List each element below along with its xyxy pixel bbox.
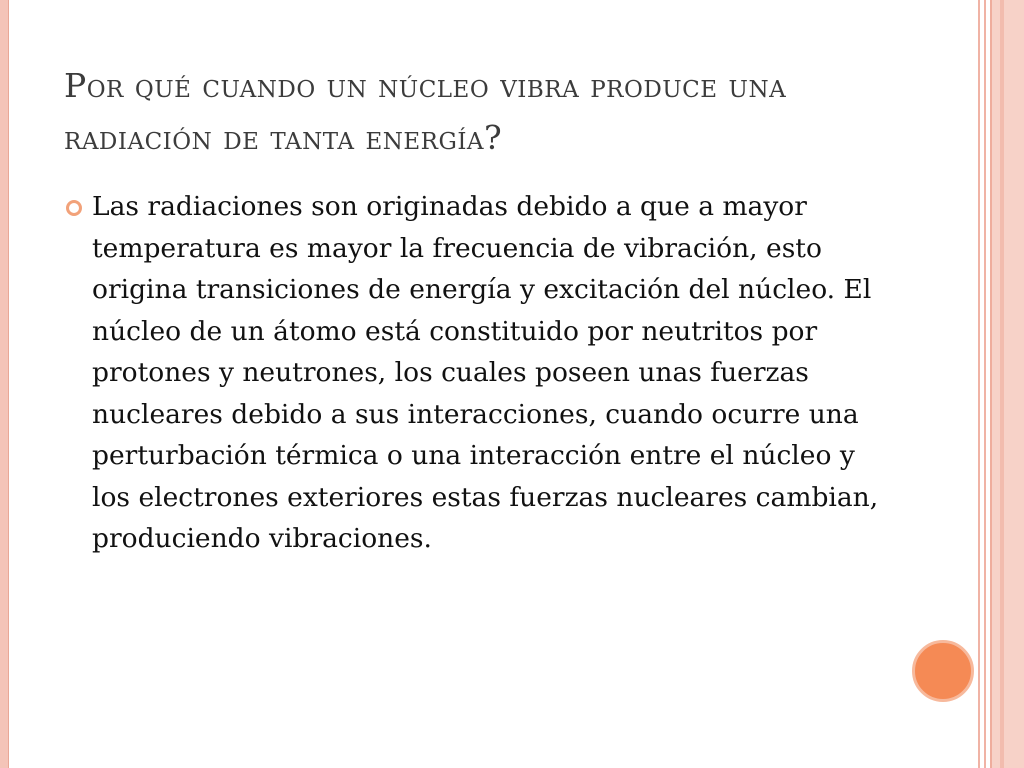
right-thin-line-decoration: [978, 0, 980, 768]
list-item: [66, 186, 886, 560]
right-border-decoration: [990, 0, 1024, 768]
bullet-list: [66, 186, 886, 560]
right-thin-line-decoration: [984, 0, 986, 768]
ring-bullet-icon: [66, 200, 82, 216]
slide-title: Por qué cuando un núcleo vibra produce una radiación de tanta energía?: [64, 66, 787, 157]
bullet-text: Las radiaciones son originadas debido a que a mayor temperatura es mayor la frecuencia de vibración, esto origina transiciones de energía y excitación del núcleo. El núcleo de un átomo está constituido por neutritos por protones y neutrones, los cuales poseen unas fuerzas nucleares debido a sus interacciones, cuando ocurre una perturbación térmica o una interacción entre el núcleo y los electrones exteriores estas fuerzas nucleares cambian, produciendo vibraciones.: [92, 191, 879, 554]
orange-circle-icon: [912, 640, 974, 702]
left-border-decoration: [0, 0, 9, 768]
